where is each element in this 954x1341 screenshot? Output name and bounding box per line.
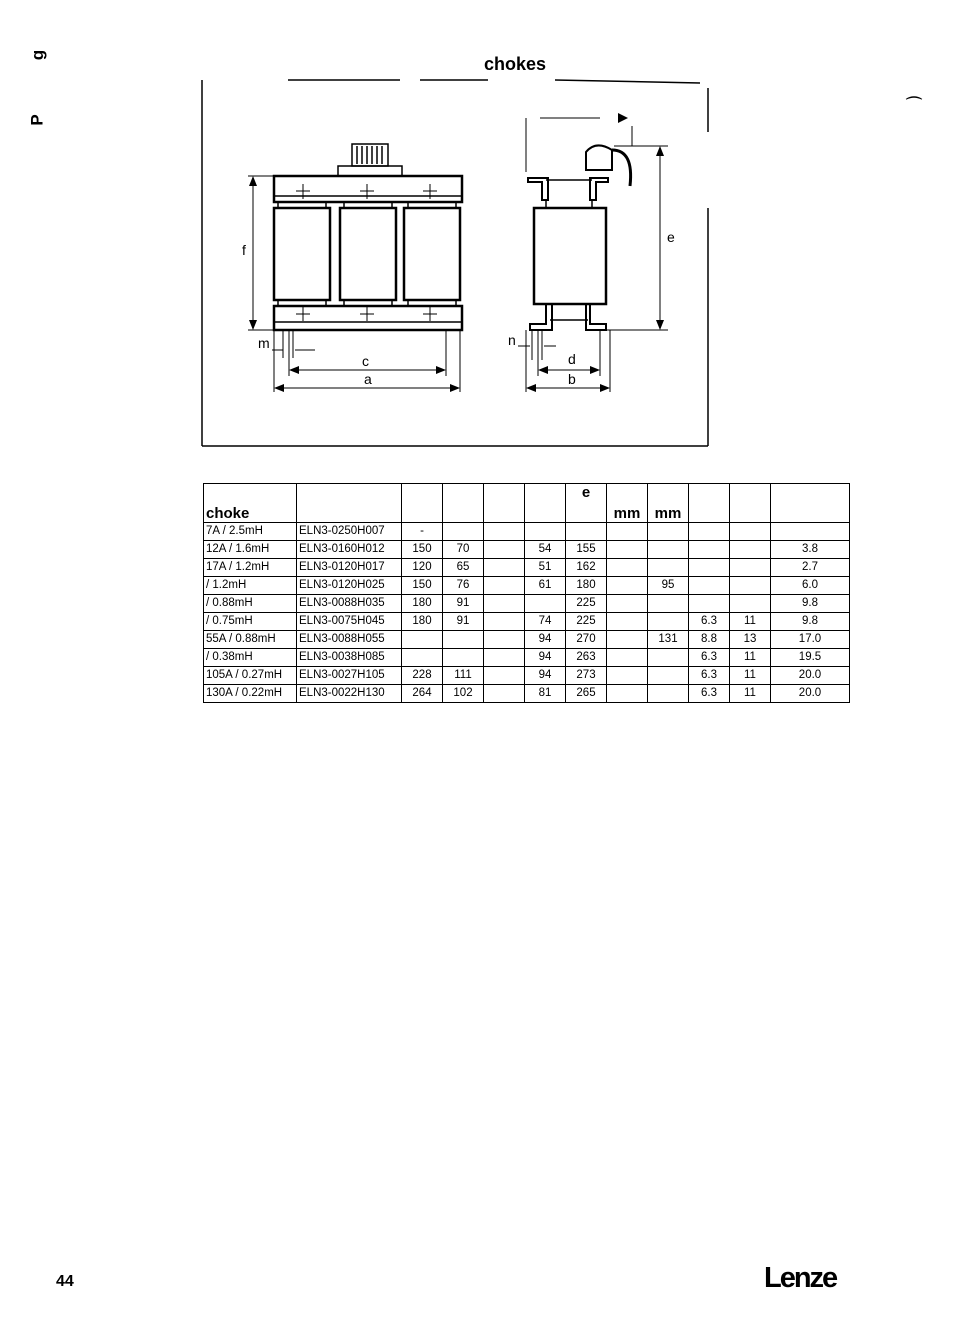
header-cell	[484, 484, 525, 523]
header-cell	[730, 484, 771, 523]
header-cell	[297, 484, 402, 523]
value-cell: 8.8	[689, 631, 730, 649]
value-cell: 270	[566, 631, 607, 649]
value-cell: 11	[730, 667, 771, 685]
value-cell	[689, 595, 730, 613]
value-cell: 13	[730, 631, 771, 649]
value-cell: 70	[443, 541, 484, 559]
header-cell	[443, 484, 484, 523]
value-cell	[484, 667, 525, 685]
value-cell	[689, 523, 730, 541]
header-cell: mm	[607, 484, 648, 523]
value-cell: 120	[402, 559, 443, 577]
part-number-cell: ELN3-0120H017	[297, 559, 402, 577]
choke-rating-cell: 7A / 2.5mH	[204, 523, 297, 541]
dim-label-f: f	[242, 242, 246, 258]
choke-rating-cell: / 0.88mH	[204, 595, 297, 613]
value-cell	[607, 541, 648, 559]
value-cell	[607, 631, 648, 649]
value-cell	[443, 649, 484, 667]
table-row	[204, 577, 850, 595]
dim-label-b: b	[568, 371, 576, 387]
value-cell	[730, 523, 771, 541]
value-cell	[730, 595, 771, 613]
part-number-cell: ELN3-0088H035	[297, 595, 402, 613]
value-cell	[484, 577, 525, 595]
header-cell	[525, 484, 566, 523]
table-header-row	[204, 484, 850, 523]
value-cell: 11	[730, 685, 771, 703]
value-cell: 51	[525, 559, 566, 577]
value-cell: 6.3	[689, 649, 730, 667]
header-cell: e	[566, 484, 607, 523]
value-cell	[484, 541, 525, 559]
value-cell	[730, 559, 771, 577]
value-cell: 6.0	[771, 577, 850, 595]
value-cell: 91	[443, 595, 484, 613]
value-cell: 264	[402, 685, 443, 703]
value-cell: 74	[525, 613, 566, 631]
value-cell	[689, 541, 730, 559]
value-cell: 19.5	[771, 649, 850, 667]
value-cell: 111	[443, 667, 484, 685]
value-cell	[402, 631, 443, 649]
dim-label-c: c	[362, 353, 369, 369]
value-cell: 65	[443, 559, 484, 577]
value-cell	[648, 685, 689, 703]
value-cell: 95	[648, 577, 689, 595]
header-cell	[689, 484, 730, 523]
value-cell: 11	[730, 649, 771, 667]
value-cell: 150	[402, 541, 443, 559]
value-cell	[607, 649, 648, 667]
dim-label-d: d	[568, 351, 576, 367]
value-cell	[484, 559, 525, 577]
lenze-logo: Lenze	[764, 1262, 837, 1294]
table-row	[204, 631, 850, 649]
table-row	[204, 613, 850, 631]
dimension-drawing	[0, 0, 954, 460]
page-title: chokes	[484, 54, 547, 74]
value-cell: 131	[648, 631, 689, 649]
value-cell: 76	[443, 577, 484, 595]
value-cell: 91	[443, 613, 484, 631]
value-cell: 94	[525, 667, 566, 685]
value-cell	[484, 613, 525, 631]
choke-spec-table	[203, 483, 850, 703]
dim-label-n: n	[508, 332, 516, 348]
value-cell: 180	[402, 595, 443, 613]
value-cell: 6.3	[689, 667, 730, 685]
value-cell	[484, 523, 525, 541]
value-cell	[648, 613, 689, 631]
header-cell: mm	[648, 484, 689, 523]
header-cell	[771, 484, 850, 523]
table-row	[204, 649, 850, 667]
value-cell	[607, 523, 648, 541]
part-number-cell: ELN3-0160H012	[297, 541, 402, 559]
value-cell: 2.7	[771, 559, 850, 577]
choke-rating-cell: 105A / 0.27mH	[204, 667, 297, 685]
value-cell: 155	[566, 541, 607, 559]
value-cell: 11	[730, 613, 771, 631]
value-cell: 265	[566, 685, 607, 703]
choke-rating-cell: 12A / 1.6mH	[204, 541, 297, 559]
value-cell: 6.3	[689, 613, 730, 631]
part-number-cell: ELN3-0088H055	[297, 631, 402, 649]
value-cell	[730, 577, 771, 595]
value-cell: 20.0	[771, 667, 850, 685]
value-cell	[607, 595, 648, 613]
choke-rating-cell: / 1.2mH	[204, 577, 297, 595]
value-cell	[607, 685, 648, 703]
value-cell: 180	[566, 577, 607, 595]
table-row	[204, 667, 850, 685]
value-cell	[607, 577, 648, 595]
value-cell: 94	[525, 649, 566, 667]
value-cell: 61	[525, 577, 566, 595]
part-number-cell: ELN3-0038H085	[297, 649, 402, 667]
value-cell	[525, 523, 566, 541]
value-cell: 81	[525, 685, 566, 703]
value-cell	[730, 541, 771, 559]
header-cell	[402, 484, 443, 523]
part-number-cell: ELN3-0075H045	[297, 613, 402, 631]
value-cell	[689, 577, 730, 595]
table-row	[204, 541, 850, 559]
value-cell	[771, 523, 850, 541]
dim-label-e: e	[667, 229, 675, 245]
value-cell: 225	[566, 595, 607, 613]
value-cell: 228	[402, 667, 443, 685]
dim-label-m: m	[258, 335, 270, 351]
value-cell	[648, 523, 689, 541]
value-cell	[484, 631, 525, 649]
value-cell	[607, 559, 648, 577]
value-cell: 3.8	[771, 541, 850, 559]
value-cell	[648, 667, 689, 685]
part-number-cell: ELN3-0250H007	[297, 523, 402, 541]
value-cell	[648, 649, 689, 667]
value-cell: 180	[402, 613, 443, 631]
value-cell: 6.3	[689, 685, 730, 703]
value-cell	[484, 595, 525, 613]
value-cell: 9.8	[771, 595, 850, 613]
margin-char-bottom: P	[27, 114, 47, 126]
value-cell: 17.0	[771, 631, 850, 649]
value-cell	[484, 685, 525, 703]
value-cell: 20.0	[771, 685, 850, 703]
value-cell: -	[402, 523, 443, 541]
value-cell	[648, 595, 689, 613]
choke-rating-cell: / 0.38mH	[204, 649, 297, 667]
value-cell	[607, 667, 648, 685]
value-cell	[484, 649, 525, 667]
value-cell	[402, 649, 443, 667]
table-row	[204, 559, 850, 577]
margin-mark-right: ⌒	[906, 97, 923, 114]
table-row	[204, 523, 850, 541]
value-cell: 102	[443, 685, 484, 703]
value-cell: 162	[566, 559, 607, 577]
choke-rating-cell: / 0.75mH	[204, 613, 297, 631]
page-number: 44	[56, 1273, 74, 1290]
value-cell	[648, 559, 689, 577]
margin-char-top: g	[28, 49, 48, 61]
choke-rating-cell: 17A / 1.2mH	[204, 559, 297, 577]
value-cell	[648, 541, 689, 559]
header-cell: choke	[204, 484, 297, 523]
part-number-cell: ELN3-0120H025	[297, 577, 402, 595]
value-cell	[443, 523, 484, 541]
value-cell: 150	[402, 577, 443, 595]
value-cell	[607, 613, 648, 631]
value-cell: 273	[566, 667, 607, 685]
value-cell: 225	[566, 613, 607, 631]
table-row	[204, 685, 850, 703]
part-number-cell: ELN3-0022H130	[297, 685, 402, 703]
value-cell	[525, 595, 566, 613]
dim-label-a: a	[364, 371, 372, 387]
value-cell	[443, 631, 484, 649]
value-cell: 9.8	[771, 613, 850, 631]
value-cell: 94	[525, 631, 566, 649]
part-number-cell: ELN3-0027H105	[297, 667, 402, 685]
table-row	[204, 595, 850, 613]
value-cell: 263	[566, 649, 607, 667]
choke-rating-cell: 130A / 0.22mH	[204, 685, 297, 703]
value-cell	[689, 559, 730, 577]
value-cell	[566, 523, 607, 541]
value-cell: 54	[525, 541, 566, 559]
choke-rating-cell: 55A / 0.88mH	[204, 631, 297, 649]
